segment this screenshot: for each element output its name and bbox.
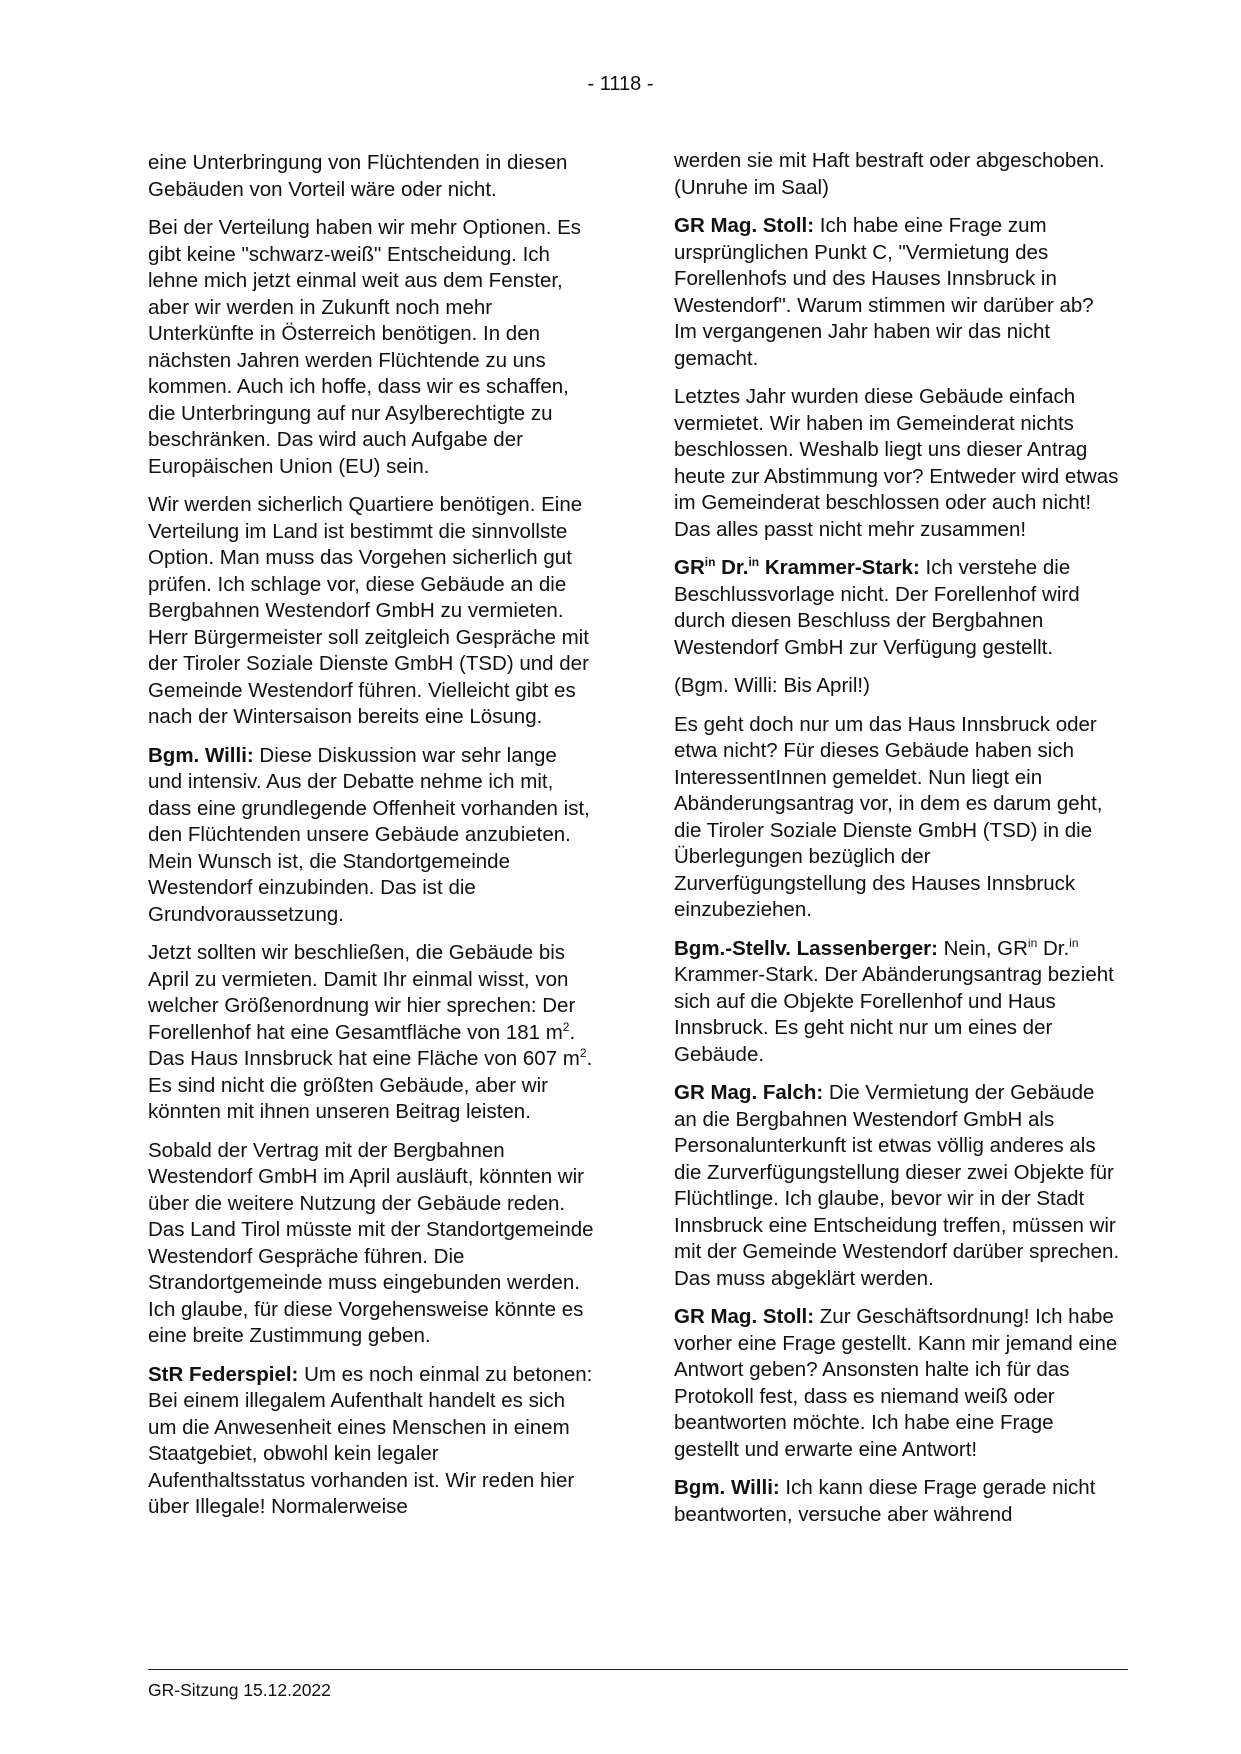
text-segment: Krammer-Stark: (759, 556, 920, 579)
paragraph (148, 940, 596, 1126)
superscript: in (748, 555, 760, 569)
superscript: in (1027, 935, 1038, 950)
speech-paragraph (148, 1362, 596, 1521)
speaker-name: Bgm. Willi: (148, 743, 254, 767)
paragraph: eine Unterbringung von Flüchtenden in diesen Gebäuden von Vorteil wäre oder nicht. (148, 151, 568, 201)
speech-text: Diese Diskussion war sehr lange und intensiv. Aus der Debatte nehme ich mit, dass eine grundlegende Offenheit vorhanden ist, den Flüchtenden unsere Gebäude anzubieten. Mein Wunsch ist, die Standortgemeinde Westendorf einzubinden. Das ist die Grundvoraussetzung. (148, 743, 590, 926)
footer-divider (148, 1669, 1128, 1670)
text-segment: Nein, GR (937, 936, 1028, 960)
text-segment: Jetzt sollten wir beschließen, die Gebäude bis April zu vermieten. Damit Ihr einmal wisst, von welcher Größenordnung wir hier sprechen: Der Forellenhof hat eine Gesamtfläche von 181 m (148, 941, 576, 1044)
speech-text: Ich kann diese Frage gerade nicht beantworten, versuche aber während (674, 1476, 1096, 1526)
left-column (148, 150, 596, 1533)
superscript: 2 (562, 1019, 570, 1034)
page-number: - 1118 - (587, 73, 654, 95)
speaker-name: GR Mag. Stoll: (674, 214, 815, 237)
speech-paragraph (674, 1475, 1122, 1528)
speech-paragraph (674, 213, 1122, 372)
speech-text: Um es noch einmal zu betonen: Bei einem illegalem Aufenthalt handelt es sich um die Anwesenheit eines Menschen in einem Staatgebiet, obwohl kein legaler Aufenthaltsstatus vorhanden ist. Wir reden hier über Illegale! Normalerweise (148, 1362, 593, 1518)
speech-paragraph (674, 936, 1122, 1069)
paragraph: Letztes Jahr wurden diese Gebäude einfach vermietet. Wir haben im Gemeinderat nichts beschlossen. Weshalb liegt uns dieser Antrag heute zur Abstimmung vor? Entweder wird etwas im Gemeinderat beschlossen oder auch nicht! Das alles passt nicht mehr zusammen! (674, 385, 1119, 541)
speech-paragraph (674, 1304, 1122, 1463)
speech-paragraph (674, 1080, 1122, 1292)
speech-paragraph (674, 555, 1122, 661)
paragraph: Sobald der Vertrag mit der Bergbahnen Westendorf GmbH im April ausläuft, könnten wir über die weitere Nutzung der Gebäude reden. Das Land Tirol müsste mit der Standortgemeinde Westendorf Gespräche führen. Die Strandortgemeinde muss eingebunden werden. Ich glaube, für diese Vorgehensweise könnte es eine breite Zustimmung geben. (148, 1138, 594, 1347)
paragraph: Bei der Verteilung haben wir mehr Optionen. Es gibt keine "schwarz-weiß" Entscheidung. Ich lehne mich jetzt einmal weit aus dem Fenster, aber wir werden in Zukunft noch mehr Unterkünfte in Österreich benötigen. In den nächsten Jahren werden Flüchtende zu uns kommen. Auch ich hoffe, dass wir es schaffen, die Unterbringung auf nur Asylberechtigte zu beschränken. Das wird auch Aufgabe der Europäischen Union (EU) sein. (148, 216, 582, 478)
text-segment: GR (674, 556, 705, 579)
superscript: in (1069, 935, 1079, 950)
footer-text: GR-Sitzung 15.12.2022 (148, 1680, 331, 1700)
speaker-name (674, 556, 920, 579)
text-segment: . Das Haus Innsbruck hat eine Fläche von 607 m (148, 1020, 580, 1070)
text-segment: Dr. (1037, 936, 1070, 960)
speaker-name: StR Federspiel: (148, 1362, 299, 1386)
superscript: 2 (579, 1046, 587, 1060)
paragraph: Es geht doch nur um das Haus Innsbruck oder etwa nicht? Für dieses Gebäude haben sich InteressentInnen gemeldet. Nun liegt ein Abänderungsantrag vor, in dem es darum geht, die Tiroler Soziale Dienste GmbH (TSD) in die Überlegungen bezüglich der Zurverfügungstellung des Hauses Innsbruck einzubeziehen. (674, 712, 1103, 921)
speaker-name: Bgm. Willi: (674, 1476, 780, 1499)
speech-text: Die Vermietung der Gebäude an die Bergbahnen Westendorf GmbH als Personalunterkunft ist etwas völlig anderes als die Zurverfügungstellung dieser zwei Objekte für Flüchtlinge. Ich glaube, bevor wir in der Stadt Innsbruck eine Entscheidung treffen, müssen wir mit der Gemeinde Westendorf darüber sprechen. Das muss abgeklärt werden. (674, 1081, 1120, 1290)
paragraph: werden sie mit Haft bestraft oder abgeschoben. (Unruhe im Saal) (674, 149, 1105, 199)
speech-paragraph (148, 743, 596, 929)
speech-text: Ich habe eine Frage zum ursprünglichen Punkt C, "Vermietung des Forellenhofs und des Hauses Innsbruck in Westendorf". Warum stimmen wir darüber ab? Im vergangenen Jahr haben wir das nicht gemacht. (674, 214, 1094, 370)
paragraph: (Bgm. Willi: Bis April!) (674, 674, 870, 697)
speech-text: Zur Geschäftsordnung! Ich habe vorher eine Frage gestellt. Kann mir jemand eine Antwort geben? Ansonsten halte ich für das Protokoll fest, dass es niemand weiß oder beantworten möchte. Ich habe eine Frage gestellt und erwarte eine Antwort! (674, 1305, 1118, 1461)
speaker-name: GR Mag. Falch: (674, 1081, 824, 1104)
text-segment: Dr. (715, 556, 749, 579)
right-column (674, 148, 1122, 1540)
paragraph: Wir werden sicherlich Quartiere benötigen. Eine Verteilung im Land ist bestimmt die sinnvollste Option. Man muss das Vorgehen sicherlich gut prüfen. Ich schlage vor, diese Gebäude an die Bergbahnen Westendorf GmbH zu vermieten. Herr Bürgermeister soll zeitgleich Gespräche mit der Tiroler Soziale Dienste GmbH (TSD) und der Gemeinde Westendorf führen. Vielleicht gibt es nach der Wintersaison bereits eine Lösung. (148, 493, 589, 728)
text-segment: . Es sind nicht die größten Gebäude, aber wir könnten mit ihnen unseren Beitrag leisten. (148, 1047, 593, 1123)
superscript: in (704, 555, 716, 569)
speaker-name: Bgm.-Stellv. Lassenberger: (674, 936, 938, 960)
text-segment: Krammer-Stark. Der Abänderungsantrag bezieht sich auf die Objekte Forellenhof und Haus Innsbruck. Es geht nicht nur um eines der Gebäude. (674, 963, 1114, 1066)
speaker-name: GR Mag. Stoll: (674, 1305, 815, 1328)
speech-text: Ich verstehe die Beschlussvorlage nicht. Der Forellenhof wird durch diesen Beschluss der Bergbahnen Westendorf GmbH zur Verfügung gestellt. (674, 556, 1080, 659)
